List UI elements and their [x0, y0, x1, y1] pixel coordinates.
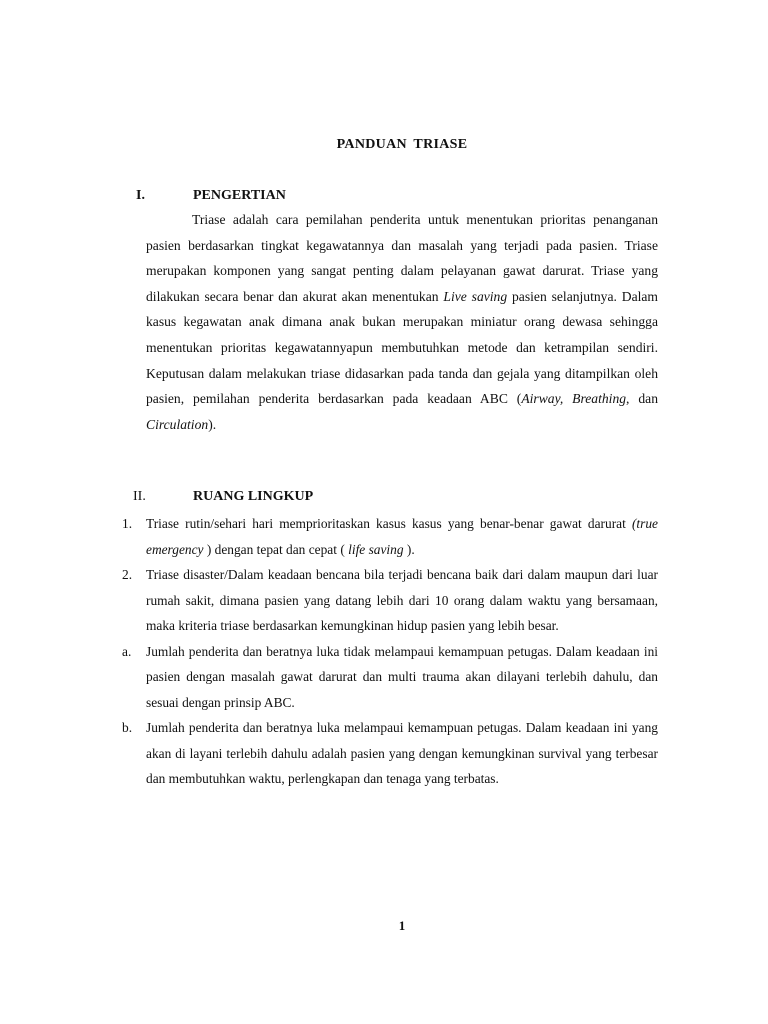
section-1-paragraph — [146, 207, 658, 437]
section-1-heading: PENGERTIAN — [193, 188, 286, 203]
list-text: Triase disaster/Dalam keadaan bencana bila terjadi bencana baik dari dalam maupun dari luar rumah sakit, dimana pasien yang datang lebih dari 10 orang dalam waktu yang bersamaan, maka kriteria triase berdasarkan kemungkinan hidup pasien yang lebih besar. — [146, 567, 658, 633]
document-title: PANDUAN TRIASE — [336, 137, 468, 152]
list-text: Triase rutin/sehari hari memprioritaskan kasus kasus yang benar-benar gawat darurat — [146, 516, 632, 531]
paragraph-italic-term: Live saving — [443, 288, 508, 304]
list-marker: 2. — [122, 567, 133, 582]
list-italic-term: life saving — [348, 541, 404, 557]
section-1-number: I. — [136, 188, 145, 203]
list-text: Jumlah penderita dan beratnya luka tidak melampaui kemampuan petugas. Dalam keadaan ini pasien dengan masalah gawat darurat dan multi trauma akan dilayani terlebih dahulu, dan sesuai dengan prinsip ABC. — [146, 643, 658, 710]
list-text: ). — [403, 541, 415, 557]
list-item — [122, 562, 658, 639]
list-marker: 1. — [122, 516, 133, 531]
paragraph-text: , dan — [626, 391, 658, 407]
list-item — [122, 715, 658, 792]
list-marker: b. — [122, 720, 133, 735]
list-text: Jumlah penderita dan beratnya luka melampaui kemampuan petugas. Dalam keadaan ini yang akan di layani terlebih dahulu adalah pasien yang dengan kemungkinan survival yang terbesar dan membutuhkan waktu, perlengkapan dan tenaga yang terbatas. — [146, 720, 658, 786]
paragraph-text: Triase adalah cara pemilahan penderita untuk menentukan prioritas penanganan pasien berdasarkan tingkat kegawatannya dan masalah yang terjadi pada pasien. Triase merupakan komponen yang sangat penting dalam pelayanan gawat darurat. Triase yang dilakukan secara benar dan akurat akan menentukan — [146, 212, 658, 304]
paragraph-italic-term: Airway, Breathing — [521, 391, 627, 407]
list-marker: a. — [122, 643, 132, 659]
list-italic-term: (true emergency — [146, 516, 658, 557]
scope-list — [122, 511, 658, 792]
page-number: 1 — [398, 918, 406, 933]
section-2-heading: RUANG LINGKUP — [193, 489, 314, 504]
paragraph-text: pasien selanjutnya. Dalam kasus kegawatan anak dimana anak bukan merupakan miniatur orang dewasa sehingga menentukan prioritas kegawatannyapun membutuhkan metode dan ketrampilan sendiri. Keputusan dalam melakukan triase didasarkan pada tanda dan gejala yang ditampilkan oleh pasien, pemilahan penderita berdasarkan pada keadaan ABC ( — [146, 288, 658, 407]
section-2-number: II. — [133, 489, 146, 504]
list-text: ) dengan tepat dan cepat ( — [203, 541, 349, 557]
list-item — [122, 511, 658, 562]
paragraph-text: ). — [208, 416, 217, 432]
paragraph-italic-term: Circulation — [146, 416, 209, 432]
list-item — [122, 639, 658, 716]
